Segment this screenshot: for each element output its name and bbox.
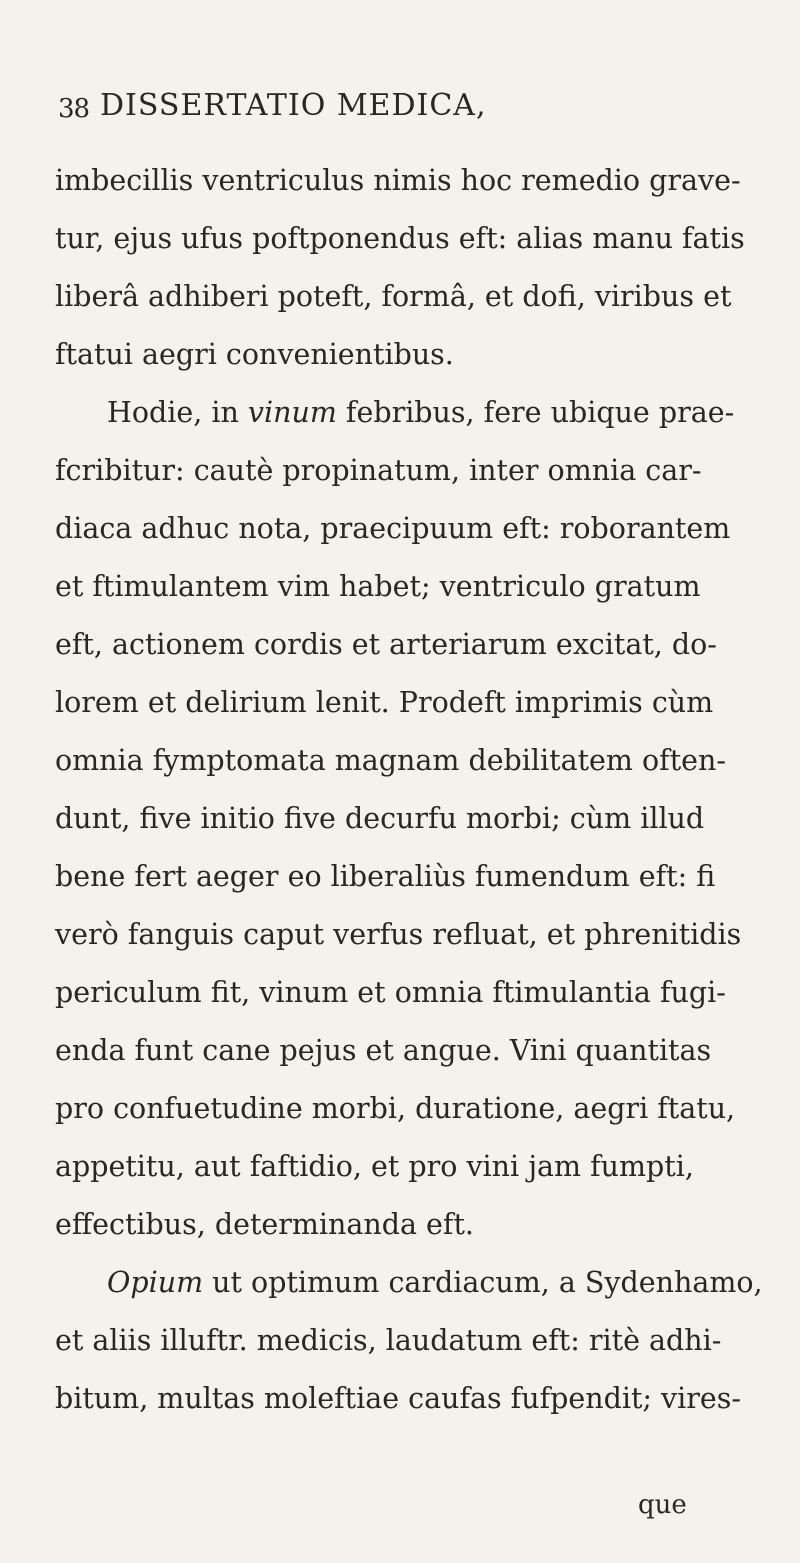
text-line: enda funt cane pejus et angue. Vini quantitas xyxy=(55,1034,712,1067)
text-line: omnia fymptomata magnam debilitatem often- xyxy=(55,744,727,777)
text-fragment: febribus, fere ubique prae- xyxy=(345,396,735,429)
text-line: appetitu, aut faftidio, et pro vini jam fumpti, xyxy=(55,1150,694,1183)
text-line: lorem et delirium lenit. Prodeft imprimis cùm xyxy=(55,686,714,719)
catchword: que xyxy=(638,1490,687,1520)
italic-term: Opium xyxy=(107,1266,204,1299)
text-line: verò fanguis caput verfus refluat, et phrenitidis xyxy=(55,918,742,951)
running-title: DISSERTATIO MEDICA, xyxy=(100,88,487,123)
text-line: et ftimulantem vim habet; ventriculo gratum xyxy=(55,570,701,603)
page-number: 38 xyxy=(58,94,90,124)
text-fragment: ut optimum cardiacum, a Sydenhamo, xyxy=(212,1266,763,1299)
text-line: et aliis illuftr. medicis, laudatum eft: ritè adhi- xyxy=(55,1324,722,1357)
text-line: effectibus, determinanda eft. xyxy=(55,1208,474,1241)
text-line: ftatui aegri convenientibus. xyxy=(55,338,454,371)
text-line: imbecillis ventriculus nimis hoc remedio grave- xyxy=(55,164,741,197)
text-line: periculum fit, vinum et omnia ftimulantia fugi- xyxy=(55,976,726,1009)
text-line: bene fert aeger eo liberaliùs fumendum eft: fi xyxy=(55,860,716,893)
text-line: dunt, five initio five decurfu morbi; cùm illud xyxy=(55,802,705,835)
text-line: eft, actionem cordis et arteriarum excitat, do- xyxy=(55,628,717,661)
text-line xyxy=(107,390,734,436)
page-header xyxy=(58,88,758,138)
text-fragment: Hodie, in xyxy=(107,396,239,429)
text-line: fcribitur: cautè propinatum, inter omnia car- xyxy=(55,454,702,487)
text-line: liberâ adhiberi poteft, formâ, et dofi, viribus et xyxy=(55,280,732,313)
italic-term: vinum xyxy=(247,396,337,429)
text-line: tur, ejus ufus poftponendus eft: alias manu fatis xyxy=(55,222,745,255)
text-line xyxy=(107,1260,763,1306)
text-line: pro confuetudine morbi, duratione, aegri ftatu, xyxy=(55,1092,736,1125)
text-line: diaca adhuc nota, praecipuum eft: roborantem xyxy=(55,512,731,545)
text-line: bitum, multas moleftiae caufas fufpendit; vires- xyxy=(55,1382,742,1415)
